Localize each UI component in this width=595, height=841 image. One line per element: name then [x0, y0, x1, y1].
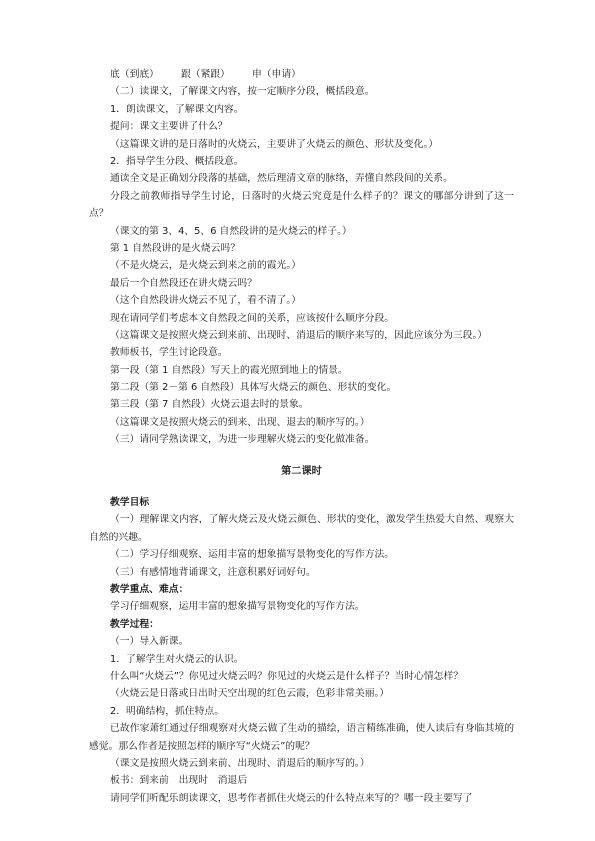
- text-line: 第一段（第 1 自然段）写天上的霞光照到地上的情景。: [110, 364, 348, 376]
- text-line: 现在请同学们考虑本文自然段之间的关系，应该按什么顺序分段。: [110, 312, 395, 324]
- process-heading: 教学过程：: [110, 618, 159, 630]
- text-line: （课文是按照火烧云到来前、出现时、消退后的顺序写的。）: [110, 757, 370, 769]
- text-line: （这个自然段讲火烧云不见了，看不清了。）: [110, 295, 302, 307]
- text-line: 第三段（第 7 自然段）火烧云退去时的景象。: [110, 399, 309, 411]
- text-line: 提问：课文主要讲了什么？: [110, 121, 228, 133]
- text-line: 1．朗读课文，了解课文内容。: [110, 103, 244, 115]
- section-title: 第二课时: [281, 465, 322, 477]
- text-line: （二）读课文，了解课文内容，按一定顺序分段，概括段意。: [110, 86, 375, 98]
- text-line: 第二段（第 2－第 6 自然段）具体写火烧云的颜色、形状的变化。: [110, 382, 397, 394]
- text-paragraph: （一）理解课文内容，了解火烧云及火烧云颜色、形状的变化，激发学生热爱大自然、观察大自然的兴趣。: [89, 514, 514, 543]
- text-paragraph: （这篇课文是按照火烧云到来前、出现时、消退后的顺序来写的，因此应该分为三段。）: [110, 329, 488, 341]
- text-line: 2．指导学生分段、概括段意。: [110, 155, 244, 167]
- text-line: 通读全文是正确划分段落的基础，然后理清文章的脉络，弄懂自然段间的关系。: [110, 173, 453, 185]
- text-line: 什么叫“火烧云”？你见过火烧云吗？你见过的火烧云是什么样子？当时心情怎样？: [110, 670, 464, 682]
- text-line: 学习仔细观察，运用丰富的想象描写景物变化的写作方法。: [110, 601, 365, 613]
- vocab-item: 跟（紧跟）: [180, 69, 230, 80]
- text-line: 第 1 自然段讲的是火烧云吗？: [110, 242, 241, 254]
- key-points-heading: 教学重点、难点：: [110, 584, 189, 596]
- text-line: （二）学习仔细观察、运用丰富的想象描写景物变化的写作方法。: [110, 549, 395, 561]
- text-line: （一）导入新课。: [110, 636, 189, 648]
- text-line: （不是火烧云，是火烧云到来之前的霞光。）: [110, 260, 302, 272]
- text-line: （这篇课文是按照火烧云的到来、出现、退去的顺序写的。）: [110, 416, 370, 428]
- text-paragraph: 分段之前教师指导学生讨论，日落时的火烧云究竟是什么样子的？课文的哪部分讲到了这一点？: [89, 190, 514, 220]
- text-line: （这篇课文讲的是日落时的火烧云，主要讲了火烧云的颜色、形状及变化。）: [110, 138, 439, 150]
- text-line: 教师板书，学生讨论段意。: [110, 347, 228, 359]
- text-line: （火烧云是日落或日出时天空出现的红色云霞，色彩非常美丽。）: [110, 688, 390, 700]
- text-line: （三）请同学熟读课文，为进一步理解火烧云的变化做准备。: [110, 434, 375, 446]
- text-line: （三）有感情地背诵课文，注意积累好词好句。: [110, 566, 316, 578]
- text-line: 2．明确结构，抓住特点。: [110, 705, 224, 717]
- text-paragraph: 已故作家萧红通过仔细观察对火烧云做了生动的描绘，语言精练准确，使人读后有身临其境的感觉。那么作者是按照怎样的顺序写“火烧云”的呢？: [89, 723, 514, 752]
- text-line: 板书：到来前 出现时 消退后: [110, 775, 248, 787]
- text-line: 最后一个自然段还在讲火烧云吗？: [110, 277, 257, 289]
- vocab-item: 底（到底）: [110, 69, 159, 80]
- vocab-item: 申（申请）: [251, 69, 301, 80]
- text-line: （课文的第 3、4、5、6 自然段讲的是火烧云的样子。）: [110, 225, 352, 237]
- text-line: 1．了解学生对火烧云的认识。: [110, 653, 244, 665]
- text-line: 请同学们听配乐朗读课文，思考作者抓住火烧云的什么特点来写的？哪一段主要写了: [110, 792, 473, 804]
- vocab-line: [89, 66, 514, 83]
- document-body: [89, 66, 514, 807]
- goals-heading: 教学目标: [110, 497, 150, 509]
